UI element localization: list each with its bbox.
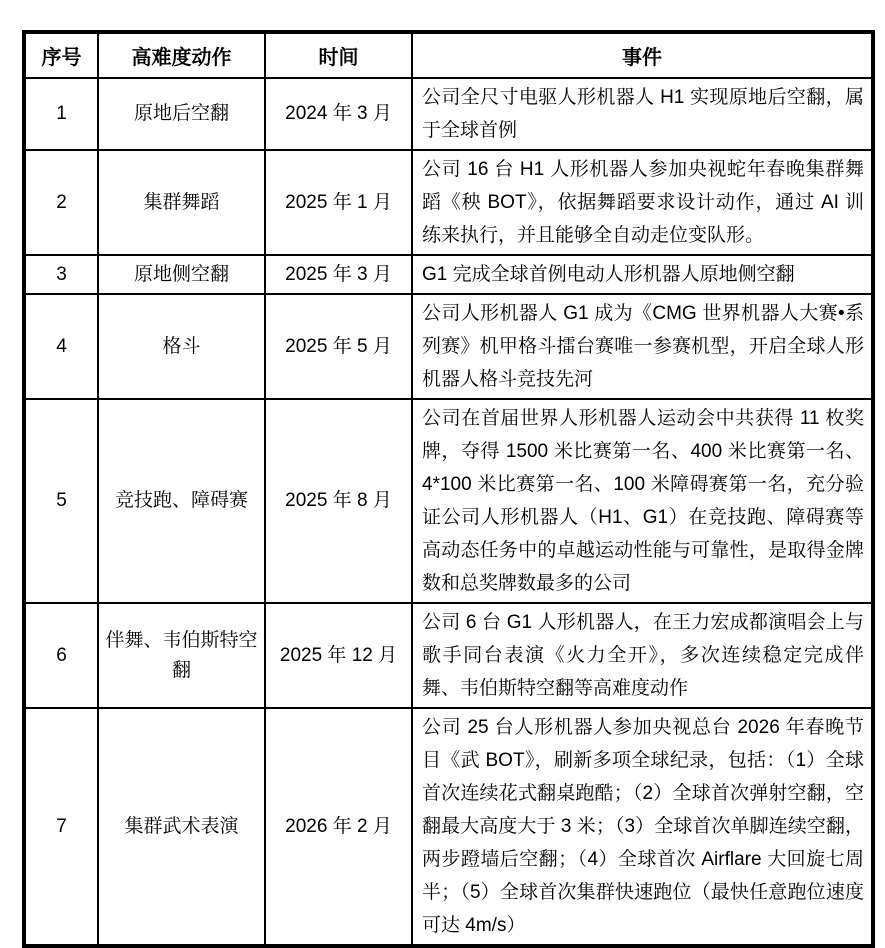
row-no: 3: [24, 255, 98, 294]
table-row: [24, 294, 873, 399]
header-event: 事件: [412, 32, 873, 78]
table-row: [24, 78, 873, 150]
table-row: [24, 255, 873, 294]
row-no: 5: [24, 399, 98, 603]
row-event: G1 完成全球首例电动人形机器人原地侧空翻: [412, 255, 873, 294]
row-action: 集群舞蹈: [98, 150, 265, 255]
row-time: 2025 年 1 月: [265, 150, 412, 255]
row-action: 原地侧空翻: [98, 255, 265, 294]
row-action: 格斗: [98, 294, 265, 399]
row-event: 公司人形机器人 G1 成为《CMG 世界机器人大赛•系列赛》机甲格斗擂台赛唯一参赛机型，开启全球人形机器人格斗竞技先河: [412, 294, 873, 399]
row-action: 集群武术表演: [98, 708, 265, 946]
header-time: 时间: [265, 32, 412, 78]
row-action: 伴舞、韦伯斯特空翻: [98, 603, 265, 708]
table-row: [24, 399, 873, 603]
row-action: 原地后空翻: [98, 78, 265, 150]
row-no: 2: [24, 150, 98, 255]
row-time: 2024 年 3 月: [265, 78, 412, 150]
table-row: [24, 603, 873, 708]
table-row: [24, 150, 873, 255]
row-action: 竞技跑、障碍赛: [98, 399, 265, 603]
row-time: 2025 年 5 月: [265, 294, 412, 399]
row-no: 7: [24, 708, 98, 946]
table-row: [24, 708, 873, 946]
row-event: 公司 6 台 G1 人形机器人，在王力宏成都演唱会上与歌手同台表演《火力全开》，多次连续稳定完成伴舞、韦伯斯特空翻等高难度动作: [412, 603, 873, 708]
row-event: 公司在首届世界人形机器人运动会中共获得 11 枚奖牌，夺得 1500 米比赛第一名、400 米比赛第一名、4*100 米比赛第一名、100 米障碍赛第一名，充分验证公司人形机器人（H1、G1）在竞技跑、障碍赛等高动态任务中的卓越运动性能与可靠性，是取得金牌数和总奖牌数最多的公司: [412, 399, 873, 603]
header-no: 序号: [24, 32, 98, 78]
row-no: 6: [24, 603, 98, 708]
row-event: 公司 16 台 H1 人形机器人参加央视蛇年春晚集群舞蹈《秧 BOT》，依据舞蹈要求设计动作，通过 AI 训练来执行，并且能够全自动走位变队形。: [412, 150, 873, 255]
row-time: 2025 年 12 月: [265, 603, 412, 708]
row-time: 2026 年 2 月: [265, 708, 412, 946]
row-event: 公司全尺寸电驱人形机器人 H1 实现原地后空翻，属于全球首例: [412, 78, 873, 150]
milestones-table: [22, 30, 875, 948]
header-action: 高难度动作: [98, 32, 265, 78]
row-time: 2025 年 3 月: [265, 255, 412, 294]
row-no: 1: [24, 78, 98, 150]
row-time: 2025 年 8 月: [265, 399, 412, 603]
row-event: 公司 25 台人形机器人参加央视总台 2026 年春晚节目《武 BOT》，刷新多项全球纪录，包括：（1）全球首次连续花式翻桌跑酷；（2）全球首次弹射空翻，空翻最大高度大于 3 米；（3）全球首次单脚连续空翻，两步蹬墙后空翻；（4）全球首次 Airflare 大回旋七周半；（5）全球首次集群快速跑位（最快任意跑位速度可达 4m/s）: [412, 708, 873, 946]
row-no: 4: [24, 294, 98, 399]
header-row: [24, 32, 873, 78]
